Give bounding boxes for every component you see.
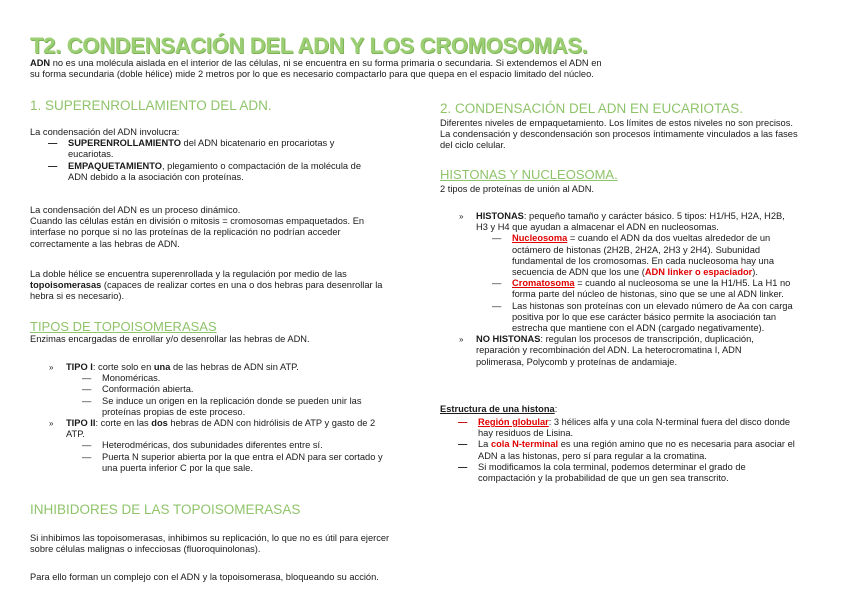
text: = cuando el ADN da dos vueltas alrededor de un (567, 233, 771, 244)
bullet-marker: » (49, 419, 54, 429)
text: : 3 hélices alfa y una cola N-terminal fuera del disco donde (548, 417, 791, 427)
list-item (456, 211, 836, 233)
list-item (46, 440, 426, 451)
dash-marker: — (492, 278, 502, 289)
inhib-p2: Para ello forman un complejo con el ADN y la topoisomerasa, bloqueando su acción. (30, 572, 379, 582)
text-line: Las histonas son proteínas con un elevado número de Aa con carga (512, 300, 793, 311)
text-line: Conformación abierta. (102, 384, 194, 395)
text-bold: dos (151, 418, 168, 429)
text-line: del ciclo celular. (440, 140, 506, 151)
dash-marker: — (458, 417, 468, 427)
histonas-intro: 2 tipos de proteínas de unión al ADN. (440, 184, 595, 194)
histonas-heading: HISTONAS Y NUCLEOSOMA. (440, 167, 618, 182)
text-line: hebra si es necesario). (30, 291, 125, 302)
text-line: fundamental de los cromosomas. En cada nucleosoma hay una (512, 255, 775, 266)
dash-marker: — (458, 461, 468, 472)
region-globular-term: Región globular (478, 417, 549, 427)
text-line: polimerasa, Polycomb y proteínas de andamiaje. (476, 356, 678, 367)
inhib-p1 (30, 533, 430, 555)
dash-marker: — (82, 395, 92, 406)
text: : pequeño tamaño y carácter básico. 5 tipos: H1/H5, H2A, H2B, (523, 211, 785, 221)
topo-heading: TIPOS DE TOPOISOMERASAS (30, 319, 217, 334)
text-line: ADN a las histonas, pero sí para regular a la cromatina. (478, 450, 707, 461)
bullet-marker: » (459, 212, 464, 221)
topo-list (46, 362, 426, 474)
list-item (456, 334, 836, 368)
text: = cuando al nucleosoma se une la H1/H5. La H1 no (574, 278, 791, 289)
text-line: sobre células malignas o infecciosas (fluoroquinolonas). (30, 544, 261, 555)
list-item (44, 138, 420, 160)
nucleosoma-term: Nucleosoma (512, 233, 568, 244)
text-line: estrecha que mantiene con el ADN (cargado negativamente). (512, 323, 765, 334)
list-item (46, 396, 426, 418)
text: ). (752, 267, 758, 278)
list-item (456, 278, 836, 300)
estructura-list (440, 417, 835, 484)
text: La (478, 439, 491, 450)
text: hebras de ADN con hidrólisis de ATP y gasto de 2 (167, 418, 376, 429)
text-line: Si inhibimos las topoisomerasas, inhibimos su replicación, lo que no es útil para ejercer (30, 533, 390, 543)
dash-marker: — (458, 439, 468, 450)
intro-line1: no es una molécula aislada en el interior de las células, ni se encuentra en su forma primaria o secundaria. Si extendemos el ADN en (50, 58, 602, 68)
list-item (454, 439, 835, 461)
text-bold: una (153, 362, 171, 372)
cola-n-terminal-term: cola N-terminal (490, 439, 559, 450)
text: de las hebras de ADN sin ATP. (170, 362, 299, 372)
section2-heading: 2. CONDENSACIÓN DEL ADN EN EUCARIOTAS. (440, 101, 744, 116)
section1-p2 (30, 205, 420, 250)
text-line: Si modificamos la cola terminal, podemos determinar el grado de (478, 461, 746, 472)
text-line: una puerta inferior C por la que sale. (102, 462, 253, 473)
list-item (46, 418, 426, 440)
dash-marker: — (492, 300, 502, 311)
text-line: positiva por lo que ese carácter básico permite la asociación tan (512, 311, 777, 322)
text-line: compactación y la probabilidad de que un gen sea transcrito. (478, 473, 729, 484)
list-item (46, 373, 426, 384)
adn-linker-term: ADN linker o espaciador (644, 267, 753, 278)
dash-marker: — (82, 384, 92, 395)
text-line: forma parte del núcleo de histonas, sino que se une al ADN linker. (512, 289, 784, 300)
list-item (454, 417, 835, 439)
text: : (554, 404, 558, 414)
inhib-heading: INHIBIDORES DE LAS TOPOISOMERASAS (30, 502, 301, 517)
histonas-list (456, 211, 836, 368)
text-line: Diferentes niveles de empaquetamiento. Los límites de estos niveles no son precisos. (440, 118, 793, 128)
text-line: ATP. (66, 429, 85, 440)
section2-body (440, 118, 830, 152)
text-line: reparación y recombinación del ADN. La heterocromatina I, ADN (476, 345, 742, 356)
topoisomerasas-bold: topoisomerasas (30, 280, 102, 291)
histonas-bold: HISTONAS (476, 211, 524, 221)
text-line: Se induce un origen en la replicación donde se pueden unir las (102, 395, 362, 406)
dash-marker: — (82, 373, 92, 384)
text: : corte en las (95, 418, 152, 429)
intro-line2: su forma secundaria (doble hélice) mide 2 metros por lo que es necesario compactarlo para que quepa en el espacio limitado del núcleo. (30, 69, 594, 79)
section1-heading: 1. SUPERENROLLAMIENTO DEL ADN. (30, 98, 272, 113)
text-line: octámero de histonas (2H2B, 2H2A, 2H3 y 2H4). Subunidad (512, 244, 761, 255)
estructura-heading: Estructura de una histona (440, 404, 555, 414)
item1-bold: SUPERENROLLAMIENTO (68, 138, 181, 149)
text-line: Cuando las células están en división o mitosis = cromosomas empaquetados. En (30, 216, 365, 227)
text-line: La condensación del ADN es un proceso dinámico. (30, 205, 241, 215)
bullet-marker: » (459, 335, 464, 345)
item1-line2: eucariotas. (68, 149, 114, 160)
dash-marker: — (82, 451, 92, 462)
dash-marker: — (48, 160, 58, 171)
section1-body (30, 127, 420, 183)
text-line: Monoméricas. (102, 373, 161, 384)
text-line: La condensación y descondensación son procesos íntimamente vinculados a las fases (440, 129, 798, 140)
text-line: (capaces de realizar cortes en una o dos hebras para desenrollar la (101, 280, 383, 291)
intro-lead: ADN (30, 58, 51, 68)
intro-paragraph (30, 58, 820, 80)
section1-p3 (30, 269, 430, 303)
list-item (46, 452, 426, 474)
text: : corte solo en (92, 362, 154, 372)
list-item (46, 362, 426, 373)
bullet-marker: » (49, 363, 54, 372)
cromatosoma-term: Cromatosoma (512, 278, 575, 289)
item2-bold: EMPAQUETAMIENTO (68, 160, 163, 171)
text: es una región amino que no es necesaria para asociar el (558, 439, 795, 450)
estructura-heading-row (440, 404, 557, 415)
item2-line2: ADN debido a la asociación con proteínas. (68, 171, 244, 182)
list-item (454, 462, 835, 484)
text-line: La doble hélice se encuentra superenrollada y la regulación por medio de las (30, 269, 347, 279)
text: secuencia de ADN que los une ( (512, 267, 645, 278)
list-item (456, 301, 836, 335)
tipo2-bold: TIPO II (66, 418, 96, 429)
text-line: hay residuos de Lisina. (478, 428, 574, 439)
page-title: T2. CONDENSACIÓN DEL ADN Y LOS CROMOSOMAS. (30, 33, 588, 58)
topo-intro: Enzimas encargadas de enrollar y/o desenrollar las hebras de ADN. (30, 334, 310, 344)
section1-p1: La condensación del ADN involucra: (30, 127, 180, 137)
text-line: H3 y H4 que ayudan a almacenar el ADN en nucleosomas. (476, 222, 719, 233)
item2-rest: , plegamiento o compactación de la molécula de (162, 160, 361, 171)
text-line: Heterodméricas, dos subunidades diferentes entre sí. (102, 440, 323, 451)
text: : regulan los procesos de transcripción, duplicación, (540, 334, 754, 345)
item1-rest: del ADN bicatenario en procariotas y (180, 138, 335, 149)
list-item (456, 233, 836, 278)
tipo1-bold: TIPO I (66, 362, 93, 372)
text-line: interfase no porque si no las proteínas de la replicación no podrían acceder (30, 227, 341, 238)
text-line: correctamente a las hebras de ADN. (30, 238, 180, 249)
list-item (46, 384, 426, 395)
text-line: proteínas propias de este proceso. (102, 406, 246, 417)
no-histonas-bold: NO HISTONAS (476, 334, 541, 345)
dash-marker: — (82, 440, 92, 451)
dash-marker: — (492, 233, 502, 244)
text-line: Puerta N superior abierta por la que entra el ADN para ser cortado y (102, 451, 383, 462)
list-item (44, 161, 420, 183)
dash-marker: — (48, 138, 58, 149)
